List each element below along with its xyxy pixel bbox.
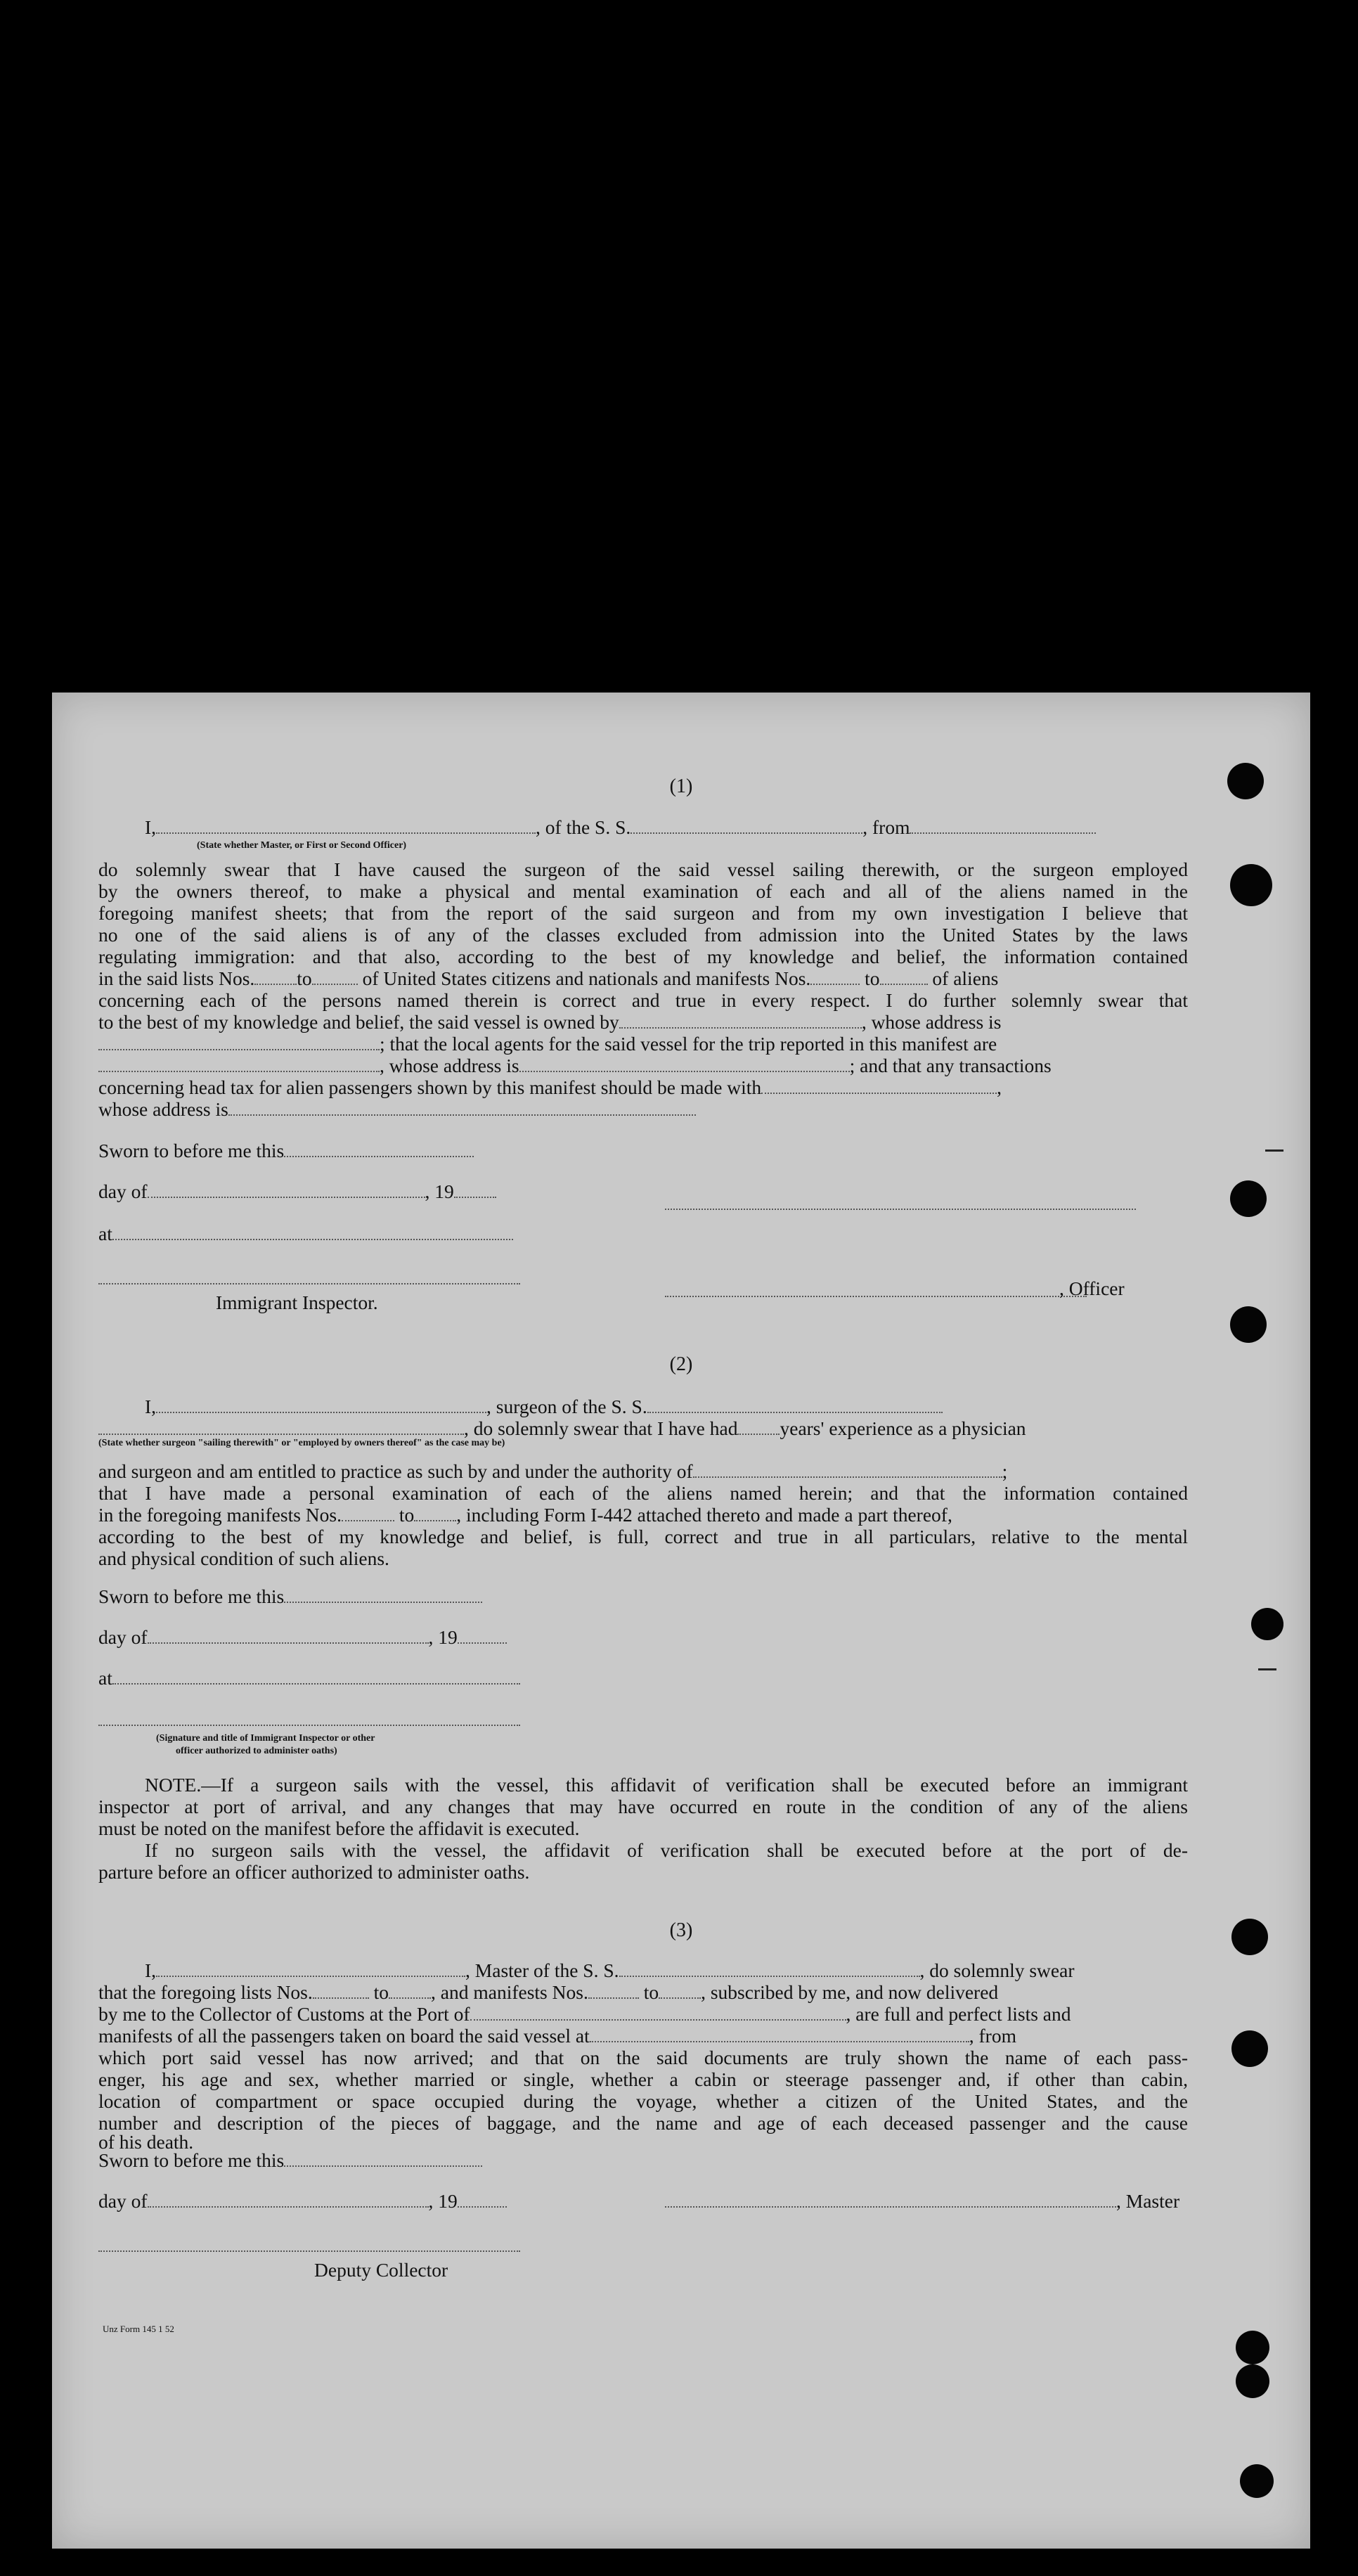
s2-manifests-to: to [399,1504,415,1526]
s2-manifest-from-field[interactable] [342,1506,394,1521]
s1-lists-line [98,967,1188,989]
s2-manifest-to-field[interactable] [414,1506,456,1521]
form-footer: Unz Form 145 1 52 [103,2324,174,2334]
s3-sworn-label: Sworn to before me this [98,2149,285,2171]
s2-month-field[interactable] [148,1628,429,1644]
s3-list-from-field[interactable] [313,1983,369,1999]
s3-master-line [145,1959,1074,1981]
s3-taken-port-field[interactable] [590,2027,969,2042]
s3-line: enger, his age and sex, whether married or single, whether a cabin or steerage passenger and, if other than cabin, [98,2068,1188,2090]
s1-month-field[interactable] [148,1183,425,1198]
s1-agents-line [98,1033,1188,1055]
s1-owned-label: to the best of my knowledge and belief, the said vessel is owned by [98,1011,619,1033]
s2-condition: and physical condition of such aliens. [98,1547,389,1569]
s3-line: which port said vessel has now arrived; and that on the said documents are truly shown the name of each pass- [98,2047,1188,2068]
s1-from-port-field[interactable] [910,818,1096,834]
s3-swear-label: , do solemnly swear [919,1959,1075,1981]
s3-day-label: day of [98,2190,148,2212]
s1-inspector-signature-line[interactable] [98,1269,520,1288]
s1-agents-label: ; that the local agents for the said vessel for the trip reported in this manifest are [380,1033,997,1055]
s2-year-field[interactable] [458,1628,507,1644]
punch-hole [1230,1180,1267,1217]
s2-at-field[interactable] [112,1669,520,1685]
s1-whose-address-label: whose address is [98,1098,228,1120]
s1-owner-field[interactable] [619,1013,862,1029]
s1-owner-address-field[interactable] [98,1035,380,1050]
punch-hole [1236,2331,1269,2364]
s1-list-from-field[interactable] [254,970,297,985]
s2-sworn-label: Sworn to before me this [98,1585,285,1607]
s1-declarant-line [145,816,1096,838]
s1-headtax-line [98,1076,1188,1098]
s2-at-label: at [98,1667,112,1689]
s1-line: no one of the said aliens is of any of the classes excluded from admission into the United States by the laws [98,924,1188,946]
s1-lists-label: in the said lists Nos. [98,967,255,989]
s2-manifests-line [98,1504,1188,1526]
s1-manifests-label: of United States citizens and nationals and manifests Nos. [362,967,811,989]
s1-officer-signature-line[interactable] [665,1282,1087,1301]
s3-lists-line [98,1981,1188,2003]
s1-at-line [98,1223,513,1244]
s2-years-field[interactable] [737,1419,780,1435]
s2-sig-note-2: officer authorized to administer oaths) [176,1746,337,1756]
s1-line: do solemnly swear that I have caused the surgeon of the said vessel sailing therewith, or the surgeon employed [98,858,1188,880]
s3-line: number and description of the pieces of baggage, and the name and age of each deceased passenger and the cause [98,2112,1188,2134]
s3-manifests-to: to [643,1981,659,2003]
s1-sworn-label: Sworn to before me this [98,1140,285,1161]
s2-ship-name-field[interactable] [647,1398,943,1413]
punch-hole [1251,1608,1283,1640]
s3-master-name-field[interactable] [156,1962,465,1977]
s3-taken-label: manifests of all the passengers taken on board the said vessel at [98,2025,590,2047]
s1-line: foregoing manifest sheets; that from the report of the said surgeon and from my own investigation I believe that [98,902,1188,924]
s2-authority-label: and surgeon and am entitled to practice as such by and under the authority of [98,1460,693,1482]
s1-officer-note: (State whether Master, or First or Second Officer) [197,840,407,851]
s3-ship-name-field[interactable] [619,1962,920,1977]
s2-day-label: day of [98,1626,148,1648]
s2-signature-line[interactable] [98,1711,520,1730]
s3-master-signature-field[interactable] [665,2192,1116,2208]
s2-note: (State whether surgeon "sailing therewith" or "employed by owners thereof" as the case may be) [98,1438,505,1448]
s1-year-field[interactable] [454,1183,496,1198]
s3-manifest-to-field[interactable] [659,1983,701,1999]
s2-authority-field[interactable] [693,1462,1002,1478]
s2-oath-body [98,1460,1188,1569]
s1-oath-body [98,858,1188,1120]
s1-manifest-from-field[interactable] [810,970,860,985]
s1-officer-rank-field[interactable] [156,818,536,834]
s3-sworn-day-field[interactable] [284,2151,482,2167]
s1-agents-field[interactable] [98,1057,380,1072]
s2-day-line [98,1626,507,1648]
s1-sworn [98,1140,474,1161]
s3-taken-end: , from [969,2025,1016,2047]
edge-mark [1258,1668,1276,1670]
s3-oath-body [98,1981,1188,2151]
s3-lists-to: to [373,1981,389,2003]
note-line: inspector at port of arrival, and any changes that may have occurred en route in the condition of any of the aliens [98,1796,1188,1817]
s1-headtax-end: , [997,1076,1002,1098]
s3-collector-signature-line[interactable] [98,2236,520,2255]
s3-subscribed-label: , subscribed by me, and now delivered [701,1981,999,2003]
s3-master-label: , Master [1116,2190,1180,2212]
s1-of-ss: , of the S. S. [536,816,631,838]
s2-surgeon-line [145,1396,943,1417]
s1-at-label: at [98,1223,112,1244]
s1-transactions-label: ; and that any transactions [849,1055,1052,1076]
s3-taken-line [98,2025,1188,2047]
s1-headtax-field[interactable] [761,1078,997,1094]
s1-line: by the owners thereof, to make a physical and mental examination of each and all of the aliens named in the [98,880,1188,902]
s1-ship-name-field[interactable] [630,818,862,834]
note-line: must be noted on the manifest before the affidavit is executed. [98,1817,580,1839]
s3-master-of-label: , Master of the S. S. [465,1959,619,1981]
punch-hole [1231,1919,1268,1955]
s2-years-label: years' experience as a physician [780,1417,1026,1439]
s1-day-label: day of [98,1180,148,1202]
punch-hole [1231,2030,1268,2067]
note-line: parture before an officer authorized to administer oaths. [98,1861,530,1883]
s2-authority-line [98,1460,1188,1482]
s1-at-field[interactable] [112,1225,513,1240]
section-1-number: (1) [669,775,693,797]
s2-sworn-day-field[interactable] [284,1588,482,1603]
s3-line: location of compartment or space occupied during the voyage, whether a citizen of the United States, and the [98,2090,1188,2112]
s1-whose-address-line [98,1098,1188,1120]
punch-hole [1230,864,1272,906]
s3-year-label: , 19 [428,2190,458,2212]
s2-swear-line [98,1417,1026,1439]
s1-inspector-label: Immigrant Inspector. [216,1292,378,1313]
s2-year-label: , 19 [428,1626,458,1648]
note-line: If no surgeon sails with the vessel, the affidavit of verification shall be executed before at the port of de- [145,1839,1188,1861]
s3-manifests-label: , and manifests Nos. [431,1981,588,2003]
s3-day-line [98,2190,507,2212]
s2-manifests-label: in the foregoing manifests Nos. [98,1504,342,1526]
s1-sworn-day-field[interactable] [284,1142,474,1157]
edge-mark [1265,1149,1283,1152]
s2-according: according to the best of my knowledge and belief, is full, correct and true in all particulars, relative to the mental [98,1526,1188,1547]
s3-death: of his death. [98,2131,194,2153]
s1-manifests-to: to [865,967,880,989]
s3-manifest-from-field[interactable] [588,1983,639,1999]
s2-sig-note-1: (Signature and title of Immigrant Inspector or other [156,1733,375,1744]
s1-agents-address-line [98,1055,1188,1076]
note-line: NOTE.—If a surgeon sails with the vessel, this affidavit of verification shall be executed before an immigrant [145,1774,1188,1796]
section-3-number: (3) [669,1919,693,1941]
punch-hole [1240,2464,1274,2498]
s3-month-field[interactable] [148,2192,429,2208]
s1-officer-label: , Officer [1059,1277,1125,1299]
s3-year-field[interactable] [458,2192,507,2208]
s1-headtax-address-field[interactable] [228,1100,696,1116]
s1-signature-line-1[interactable] [665,1194,1136,1213]
s2-surgeon-of-label: , surgeon of the S. S. [486,1396,647,1417]
punch-hole [1230,1306,1267,1343]
s2-at-line [98,1667,520,1689]
s2-exam: that I have made a personal examination of each of the aliens named herein; and that the information contained [98,1482,1188,1504]
s3-master-sign-line [665,2190,1179,2212]
s3-sworn [98,2149,482,2171]
manifest-back-page [52,693,1310,2549]
s3-port-field[interactable] [470,2005,846,2021]
punch-hole [1227,763,1264,799]
s1-agents-address-label: , whose address is [380,1055,519,1076]
s1-from: , from [862,816,910,838]
s2-surgeon-name-field[interactable] [156,1398,486,1413]
s1-agents-address-field[interactable] [519,1057,850,1072]
s2-swear-label: , do solemnly swear that I have had [464,1417,738,1439]
s2-sailing-field[interactable] [98,1419,464,1435]
s2-authority-end: ; [1002,1460,1008,1482]
s1-list-to-field[interactable] [312,970,358,985]
s1-owned-line [98,1011,1188,1033]
s1-headtax-label: concerning head tax for alien passengers shown by this manifest should be made with [98,1076,762,1098]
s1-line: regulating immigration: and that also, according to the best of my knowledge and belief, the information contained [98,946,1188,967]
s1-aliens-label: of aliens [932,967,999,989]
s1-year-label: , 19 [425,1180,454,1202]
s3-lists-label: that the foregoing lists Nos. [98,1981,313,2003]
s3-list-to-field[interactable] [389,1983,431,1999]
s3-port-label: by me to the Collector of Customs at the Port of [98,2003,470,2025]
note-block [98,1774,1188,1883]
s2-sworn [98,1585,482,1607]
s1-manifest-to-field[interactable] [880,970,928,985]
s3-port-line [98,2003,1188,2025]
s1-concerning: concerning each of the persons named therein is correct and true in every respect. I do further solemnly swear that [98,989,1188,1011]
s2-form-label: , including Form I-442 attached thereto and made a part thereof, [456,1504,952,1526]
s1-lists-to: to [297,967,312,989]
s3-collector-label: Deputy Collector [314,2259,448,2281]
section-2-number: (2) [669,1353,693,1375]
s3-i: I, [145,1959,157,1981]
punch-hole [1236,2364,1269,2398]
s2-i: I, [145,1396,157,1417]
s3-port-end: , are full and perfect lists and [846,2003,1071,2025]
s1-owner-address-label: , whose address is [861,1011,1002,1033]
s1-day-line [98,1180,496,1202]
s1-i: I, [145,816,157,838]
